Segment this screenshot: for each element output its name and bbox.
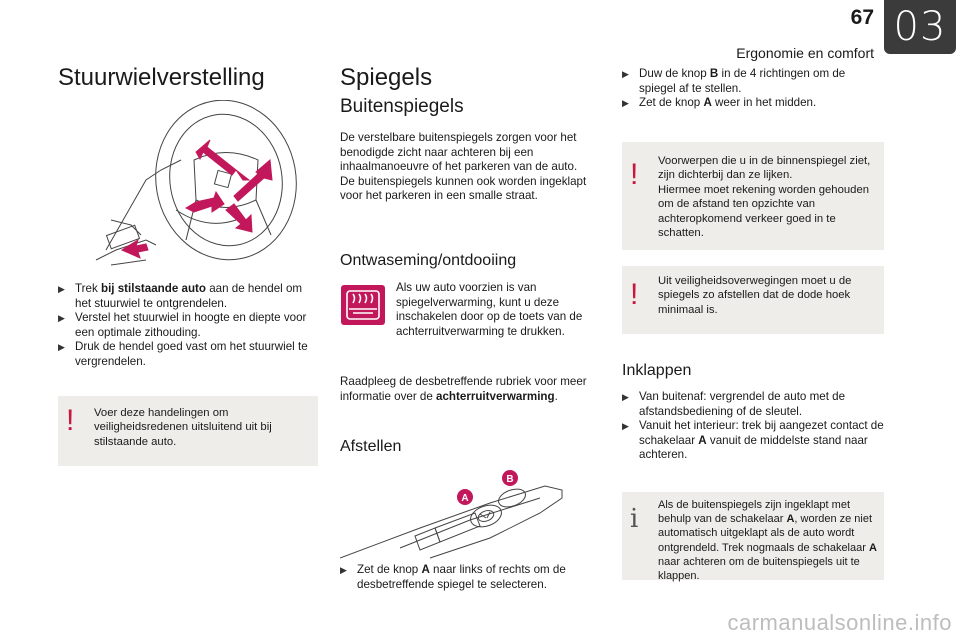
heading-fold: Inklappen bbox=[622, 362, 692, 379]
section-title-mirrors: Spiegels bbox=[340, 64, 433, 91]
section-title-steering: Stuurwielverstelling bbox=[58, 64, 265, 91]
adjust-steps-list bbox=[340, 563, 588, 592]
triangle-right-icon: ▶ bbox=[622, 421, 629, 432]
defrost-text: Als uw auto voorzien is van spiegelverwarming, kunt u deze inschakelen door op de toets van de achterruitverwarming te drukken. bbox=[396, 281, 583, 338]
list-item: ▶ Trek bij stilstaande auto aan de hendel om het stuurwiel te ontgrendelen. bbox=[58, 282, 303, 310]
label-a-marker: A bbox=[461, 493, 469, 504]
subtitle-outside-mirrors: Buitenspiegels bbox=[340, 96, 464, 117]
mirror-adjust-steps-list bbox=[622, 67, 884, 111]
steering-wheel-illustration bbox=[86, 100, 322, 276]
info-icon: i bbox=[630, 504, 639, 534]
list-item: ▶ Zet de knop A naar links of rechts om de desbetreffende spiegel te selecteren. bbox=[340, 563, 566, 591]
triangle-right-icon: ▶ bbox=[58, 284, 65, 294]
triangle-right-icon: ▶ bbox=[622, 69, 629, 79]
triangle-right-icon: ▶ bbox=[622, 392, 629, 402]
watermark: carmanualsonline.info bbox=[727, 610, 952, 635]
mirror-switch-illustration bbox=[340, 468, 566, 560]
heading-adjust: Afstellen bbox=[340, 438, 402, 455]
list-item: ▶ Verstel het stuurwiel in hoogte en diepte voor een optimale zithouding. bbox=[58, 311, 307, 339]
list-item: ▶ Zet de knop A weer in het midden. bbox=[622, 96, 817, 110]
fold-steps-list bbox=[622, 390, 884, 463]
warning-note-blind-spot: ! Uit veiligheidsoverwegingen moet u de spiegels zo afstellen dat de dode hoek minimaal is. bbox=[622, 266, 884, 334]
info-note-fold: i Als de buitenspiegels zijn ingeklapt met behulp van de schakelaar A, worden ze niet automatisch uitgeklapt als de auto wordt ontgrendeld. Trek nogmaals de schakelaar A naar achteren om de buitenspiegels uit te klappen. bbox=[622, 492, 884, 580]
rear-defrost-icon bbox=[341, 285, 385, 325]
exclamation-icon: ! bbox=[66, 404, 75, 437]
warning-note-steering: ! Voer deze handelingen om veiligheidsredenen uitsluitend uit bij stilstaande auto. bbox=[58, 396, 318, 466]
exclamation-icon: ! bbox=[630, 278, 639, 311]
steering-steps-list bbox=[58, 282, 320, 370]
triangle-right-icon: ▶ bbox=[58, 313, 65, 324]
triangle-right-icon: ▶ bbox=[622, 98, 629, 109]
exclamation-icon: ! bbox=[630, 158, 639, 191]
list-item: ▶ Vanuit het interieur: trek bij aangezet contact de schakelaar A vanuit de middelste stand naar achteren. bbox=[622, 419, 884, 462]
chapter-title: Ergonomie en comfort bbox=[736, 45, 874, 61]
list-item: ▶ Duw de knop B in de 4 richtingen om de spiegel af te stellen. bbox=[622, 67, 846, 95]
list-item: ▶ Van buitenaf: vergrendel de auto met de afstandsbediening of de sleutel. bbox=[622, 390, 846, 418]
mirrors-intro: De verstelbare buitenspiegels zorgen voor het benodigde zicht naar achteren bij een inhaalmanoeuvre of het parkeren van de auto. De buitenspiegels kunnen ook worden ingeklapt voor het parkeren in een smalle straat. bbox=[340, 131, 587, 203]
list-item: ▶ Druk de hendel goed vast om het stuurwiel te vergrendelen. bbox=[58, 340, 308, 368]
label-b-marker: B bbox=[506, 474, 514, 485]
chapter-number-badge: 03 bbox=[884, 0, 956, 54]
page-number: 67 bbox=[850, 6, 874, 29]
triangle-right-icon: ▶ bbox=[58, 342, 65, 353]
heading-defrost: Ontwaseming/ontdooiing bbox=[340, 252, 517, 269]
triangle-right-icon: ▶ bbox=[340, 565, 347, 575]
warning-note-inner-mirror: ! Voorwerpen die u in de binnenspiegel ziet, zijn dichterbij dan ze lijken. Hiermee moet rekening worden gehouden om de afstand ten opzichte van achteropkomend verkeer goed in te schatten. bbox=[622, 142, 884, 250]
see-also-text: Raadpleeg de desbetreffende rubriek voor meer informatie over de achterruitverwarming. bbox=[340, 375, 587, 403]
